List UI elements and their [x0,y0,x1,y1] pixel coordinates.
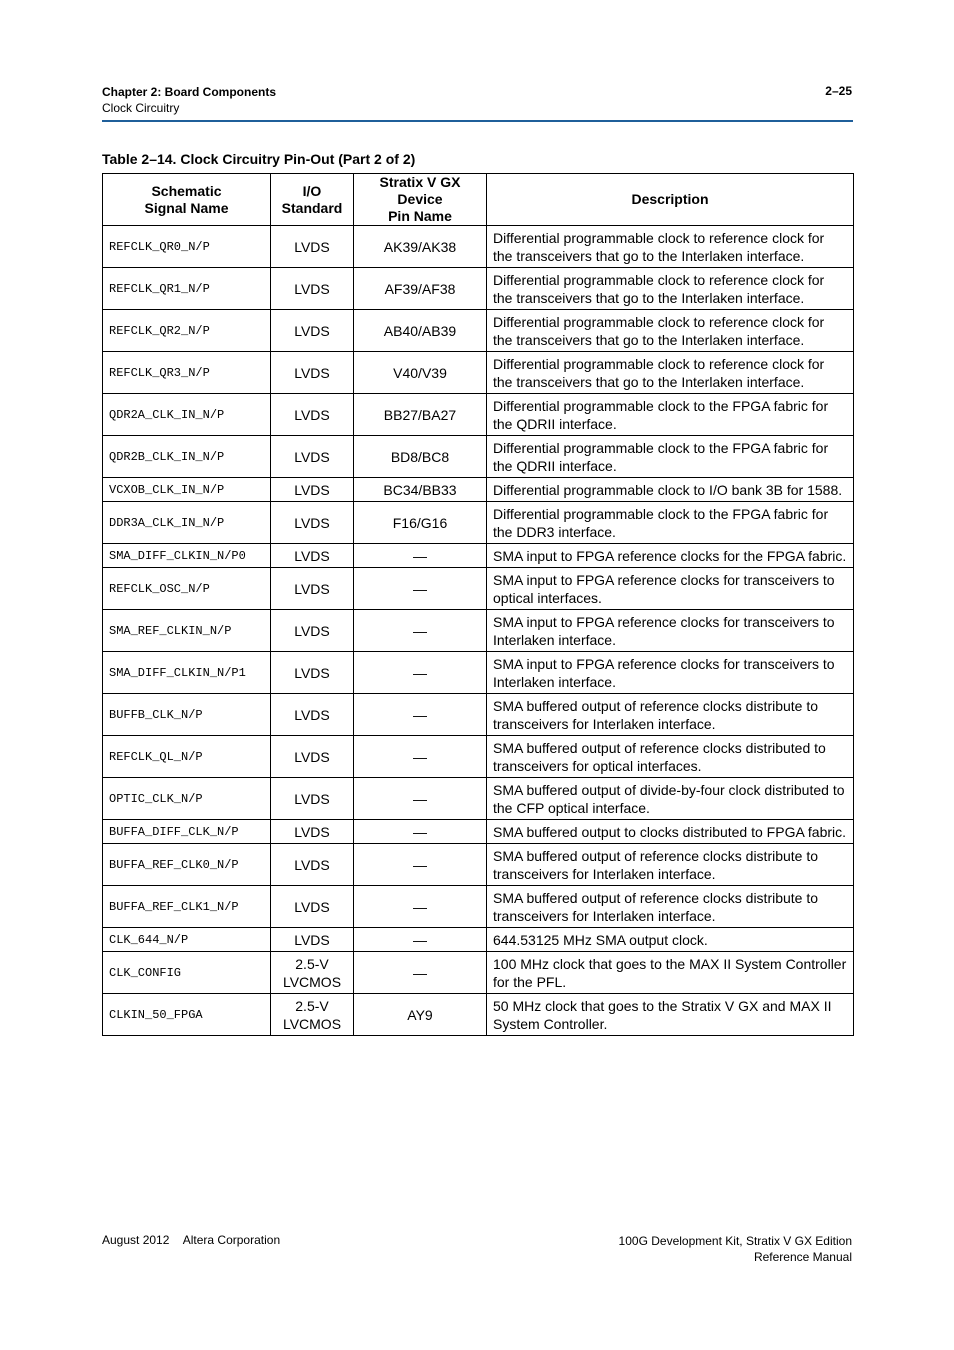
signal-name-cell: BUFFA_REF_CLK1_N/P [103,886,271,928]
chapter-title: Chapter 2: Board Components [102,85,277,99]
io-standard-line: LVDS [294,364,330,381]
io-standard-cell [271,778,354,820]
description-cell: Differential programmable clock to I/O bank 3B for 1588. [487,478,854,502]
table-row [103,694,854,736]
table-row [103,778,854,820]
pin-name-cell: F16/G16 [354,502,487,544]
footer-doc-title: 100G Development Kit, Stratix V GX Edition [618,1234,852,1248]
io-standard-cell [271,310,354,352]
io-standard-line: LVDS [294,547,330,564]
io-standard-cell [271,886,354,928]
table-row [103,568,854,610]
io-standard-line: 2.5-V [295,955,329,972]
pin-name-cell: — [354,610,487,652]
io-standard-line: LVCMOS [282,973,342,990]
pin-name-cell: — [354,778,487,820]
signal-name-cell: REFCLK_QR1_N/P [103,268,271,310]
signal-name-cell: REFCLK_QL_N/P [103,736,271,778]
footer-left [102,1233,280,1247]
io-standard-cell [271,844,354,886]
io-standard-cell [271,736,354,778]
footer-right [619,1233,852,1265]
col-header-line: Pin Name [388,208,452,224]
signal-name-cell: SMA_DIFF_CLKIN_N/P0 [103,544,271,568]
io-standard-line: LVDS [294,706,330,723]
table-row [103,310,854,352]
io-standard-cell [271,820,354,844]
pin-name-cell: — [354,844,487,886]
table-row [103,436,854,478]
table-row [103,652,854,694]
table-row [103,352,854,394]
pin-name-cell: — [354,886,487,928]
col-header-line: Stratix V GX Device [379,174,461,207]
col-header-signal [103,174,271,226]
description-cell: SMA buffered output of reference clocks distributed to transceivers for optical interfaces. [487,736,854,778]
pin-name-cell: — [354,736,487,778]
io-standard-cell [271,652,354,694]
io-standard-line: LVDS [294,898,330,915]
signal-name-cell: BUFFB_CLK_N/P [103,694,271,736]
description-cell: Differential programmable clock to the FPGA fabric for the QDRII interface. [487,394,854,436]
io-standard-cell [271,478,354,502]
description-cell: SMA input to FPGA reference clocks for transceivers to Interlaken interface. [487,652,854,694]
description-cell: Differential programmable clock to reference clock for the transceivers that go to the Interlaken interface. [487,226,854,268]
col-header-line: Signal Name [144,199,229,216]
description-cell: Differential programmable clock to reference clock for the transceivers that go to the Interlaken interface. [487,268,854,310]
description-cell: SMA buffered output of reference clocks distribute to transceivers for Interlaken interface. [487,694,854,736]
table-row [103,928,854,952]
table-row [103,502,854,544]
footer-date: August 2012 [102,1233,170,1247]
description-cell: Differential programmable clock to the FPGA fabric for the DDR3 interface. [487,502,854,544]
header-rule [102,120,853,122]
pin-name-cell: — [354,928,487,952]
signal-name-cell: CLK_CONFIG [103,952,271,994]
description-cell: SMA buffered output to clocks distributed to FPGA fabric. [487,820,854,844]
io-standard-line: LVDS [294,448,330,465]
signal-name-cell: SMA_REF_CLKIN_N/P [103,610,271,652]
io-standard-cell [271,352,354,394]
io-standard-cell [271,502,354,544]
io-standard-line: LVDS [294,931,330,948]
description-cell: 100 MHz clock that goes to the MAX II System Controller for the PFL. [487,952,854,994]
pin-name-cell: BD8/BC8 [354,436,487,478]
io-standard-line: LVDS [294,481,330,498]
io-standard-line: LVDS [294,823,330,840]
table-row [103,226,854,268]
pin-name-cell: AB40/AB39 [354,310,487,352]
pin-name-cell: — [354,694,487,736]
col-header-description [487,174,854,226]
io-standard-cell [271,694,354,736]
signal-name-cell: QDR2A_CLK_IN_N/P [103,394,271,436]
io-standard-cell [271,952,354,994]
table-row [103,394,854,436]
table-row [103,544,854,568]
running-header [102,84,276,116]
signal-name-cell: REFCLK_QR2_N/P [103,310,271,352]
io-standard-cell [271,394,354,436]
pin-name-cell: — [354,952,487,994]
pin-name-cell: — [354,820,487,844]
description-cell: SMA buffered output of reference clocks distribute to transceivers for Interlaken interface. [487,844,854,886]
section-title: Clock Circuitry [102,101,180,115]
table-row [103,820,854,844]
signal-name-cell: VCXOB_CLK_IN_N/P [103,478,271,502]
footer-doc-subtitle: Reference Manual [753,1250,852,1264]
table-row [103,952,854,994]
io-standard-cell [271,568,354,610]
io-standard-line: LVDS [294,664,330,681]
table-row [103,736,854,778]
pin-name-cell: V40/V39 [354,352,487,394]
signal-name-cell: REFCLK_OSC_N/P [103,568,271,610]
signal-name-cell: OPTIC_CLK_N/P [103,778,271,820]
io-standard-cell [271,610,354,652]
description-cell: SMA buffered output of reference clocks distribute to transceivers for Interlaken interface. [487,886,854,928]
pin-name-cell: — [354,652,487,694]
description-cell: Differential programmable clock to the FPGA fabric for the QDRII interface. [487,436,854,478]
io-standard-cell [271,436,354,478]
footer-company: Altera Corporation [182,1233,281,1247]
col-header-io [271,174,354,226]
signal-name-cell: QDR2B_CLK_IN_N/P [103,436,271,478]
description-cell: 50 MHz clock that goes to the Stratix V GX and MAX II System Controller. [487,994,854,1036]
pin-name-cell: AF39/AF38 [354,268,487,310]
description-cell: 644.53125 MHz SMA output clock. [487,928,854,952]
signal-name-cell: REFCLK_QR0_N/P [103,226,271,268]
signal-name-cell: CLK_644_N/P [103,928,271,952]
io-standard-line: LVCMOS [282,1015,342,1032]
table-row [103,268,854,310]
io-standard-cell [271,268,354,310]
description-cell: Differential programmable clock to reference clock for the transceivers that go to the Interlaken interface. [487,352,854,394]
pinout-table [102,173,854,1036]
io-standard-line: LVDS [294,748,330,765]
io-standard-line: LVDS [294,322,330,339]
signal-name-cell: BUFFA_DIFF_CLK_N/P [103,820,271,844]
signal-name-cell: DDR3A_CLK_IN_N/P [103,502,271,544]
pin-name-cell: AK39/AK38 [354,226,487,268]
col-header-pin [354,174,487,226]
table-header-row [103,174,854,226]
col-header-line: Standard [281,199,343,216]
io-standard-line: LVDS [294,622,330,639]
signal-name-cell: REFCLK_QR3_N/P [103,352,271,394]
io-standard-cell [271,226,354,268]
pin-name-cell: BC34/BB33 [354,478,487,502]
io-standard-cell [271,544,354,568]
table-row [103,844,854,886]
signal-name-cell: CLKIN_50_FPGA [103,994,271,1036]
pin-name-cell: AY9 [354,994,487,1036]
pin-name-cell: — [354,544,487,568]
table-row [103,994,854,1036]
io-standard-line: LVDS [294,790,330,807]
io-standard-line: 2.5-V [295,997,329,1014]
table-row [103,886,854,928]
table-row [103,478,854,502]
io-standard-line: LVDS [294,238,330,255]
io-standard-line: LVDS [294,280,330,297]
col-header-line: Schematic [151,182,222,199]
io-standard-line: LVDS [294,580,330,597]
signal-name-cell: BUFFA_REF_CLK0_N/P [103,844,271,886]
io-standard-line: LVDS [294,406,330,423]
description-cell: SMA input to FPGA reference clocks for transceivers to Interlaken interface. [487,610,854,652]
page-number: 2–25 [825,84,852,98]
description-cell: SMA buffered output of divide-by-four clock distributed to the CFP optical interface. [487,778,854,820]
table-row [103,610,854,652]
pin-name-cell: — [354,568,487,610]
signal-name-cell: SMA_DIFF_CLKIN_N/P1 [103,652,271,694]
pin-name-cell: BB27/BA27 [354,394,487,436]
description-cell: SMA input to FPGA reference clocks for the FPGA fabric. [487,544,854,568]
description-cell: Differential programmable clock to reference clock for the transceivers that go to the Interlaken interface. [487,310,854,352]
description-cell: SMA input to FPGA reference clocks for transceivers to optical interfaces. [487,568,854,610]
io-standard-line: LVDS [294,514,330,531]
table-caption: Table 2–14. Clock Circuitry Pin-Out (Part 2 of 2) [102,151,416,167]
io-standard-cell [271,928,354,952]
col-header-line: I/O [302,182,322,199]
io-standard-line: LVDS [294,856,330,873]
io-standard-cell [271,994,354,1036]
col-header-line: Description [631,191,709,207]
